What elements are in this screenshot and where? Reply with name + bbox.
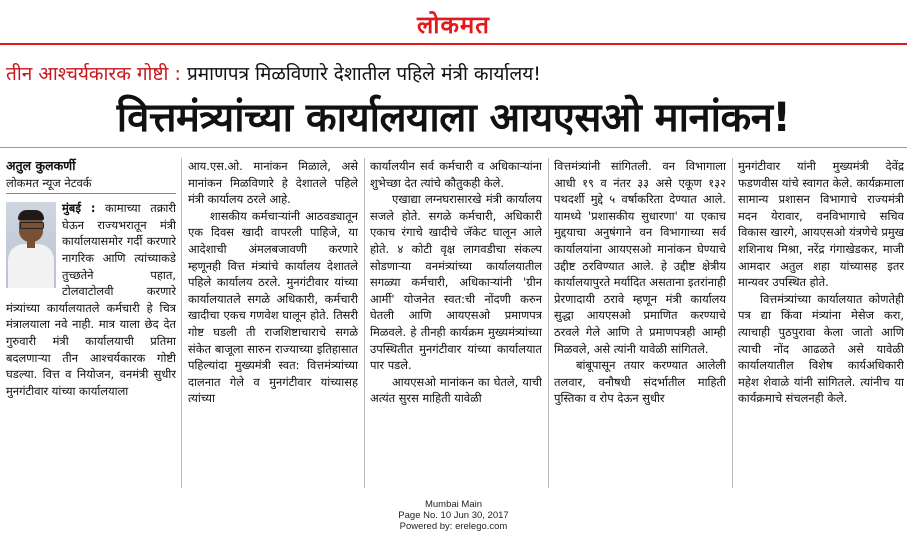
article-paragraph: मुनगंटीवार यांनी मुख्यमंत्री देवेंद्र फडणवीस यांचे स्वागत केले. कार्यक्रमाला सामान्य प्रशासन विभागाचे राज्यमंत्री मदन येरावार, वनविभागाचे सचिव विकास खारगे, आयएसओ यंत्रणेचे प्रमुख शशिनाथ मिश्रा, नरेंद्र गंगाखेडकर, माजी आमदार अतुल शहा यांच्यासह इतर मान्यवर उपस्थित होते. bbox=[738, 159, 904, 290]
dateline: मुंबई : bbox=[62, 201, 96, 216]
footer-page: Page No. 10 Jun 30, 2017 bbox=[398, 510, 509, 521]
byline-name: अतुल कुलकर्णी bbox=[6, 158, 76, 173]
article-column-3 bbox=[370, 158, 542, 488]
article-paragraph: कार्यालयीन सर्व कर्मचारी व अधिकाऱ्यांना शुभेच्छा देत त्यांचे कौतुकही केले. bbox=[370, 159, 542, 190]
column-divider bbox=[732, 158, 733, 488]
article-paragraph: आयएसओ मानांकन का घेतले, याची अत्यंत सुरस माहिती यावेळी bbox=[370, 374, 542, 406]
newspaper-logo: लोकमत bbox=[417, 10, 490, 39]
reporter-photo bbox=[6, 202, 56, 288]
article-paragraph: शासकीय कर्मचाऱ्यांनी आठवड्यातून एक दिवस खादी वापरली पाहिजे, या आदेशाची अंमलबजावणी करणारे म्हणूनही वित्त मंत्र्यांचे कार्यालय देशातले पहिले कार्यालय ठरले. मुनगंटीवार यांच्या कार्यालयातले सगळे अधिकारी, कर्मचारी खादीचा एकच गणवेश घालून होते. तिसरी गोष्ट घडली ती राजशिष्टाचाराचे सगळे संकेत बाजूला सारुन राज्याच्या इतिहासात पहिल्यांदा मुख्यमंत्री स्वत: वित्तमंत्र्यांच्या दालनात गेले व मुनगंटीवार यांच्यासह त्यांच्या bbox=[188, 208, 358, 406]
kicker bbox=[6, 60, 541, 86]
kicker-lead: तीन आश्चर्यकारक गोष्टी : bbox=[6, 63, 181, 85]
article-column-5 bbox=[738, 158, 904, 488]
footer-powered: Powered by: erelego.com bbox=[399, 521, 508, 532]
article-paragraph: वित्तमंत्र्यांच्या कार्यालयात कोणतेही पत्र द्या किंवा मंत्र्यांना मेसेज करा, त्याचाही पुठपुरावा केला जातो आणि त्याची नोंद आढळते असे यावेळी कार्यालयातील विशेष कार्यअधिकारी महेश शेवाळे यांनी सांगितले. त्यांनीच या कार्यक्रमाचे संचलनही केले. bbox=[738, 291, 904, 406]
column-divider bbox=[548, 158, 549, 488]
headline-divider bbox=[0, 147, 907, 148]
article-paragraph: वित्तमंत्र्यांनी सांगितली. वन विभागाला आधी १९ व नंतर ३३ असे एकूण १३२ पथदर्शी मुद्दे ५ वर्षाकरिता देण्यात आले. यामध्ये 'प्रशासकीय सुधारणा' या एकाच मुद्दयाचा अनुषंगाने वन विभागाच्या सर्व कार्यालयांना आयएसओ मानांकन घेण्याचे उद्दीष्ट ठरविण्यात आले. हे उद्दीष्ट क्षेत्रीय कार्यालयापुरते मर्यादित असताना इतरांनाही प्रेरणादायी ठरावे म्हणून मंत्री कार्यालय सुद्धा आयएसओ प्रमाणित करण्याचे ठरवले गेले आणि ते प्रमाणपत्रही आम्ही मिळवले, असे त्यांनी यावेळी सांगितले. bbox=[554, 159, 726, 356]
article-column-1 bbox=[6, 158, 176, 488]
article-paragraph: आय.एस.ओ. मानांकन मिळाले, असे मानांकन मिळविणारे हे देशातले पहिले मंत्री कार्यालय ठरले आहे. bbox=[188, 159, 358, 207]
byline-org: लोकमत न्यूज नेटवर्क bbox=[6, 175, 176, 195]
article-paragraph: एखाद्या लग्नघरासारखे मंत्री कार्यालय सजले होते. सगळे कर्मचारी, अधिकारी एकाच रंगाचे खादीचे जॅकेट घालून आले होते. ४ कोटी वृक्ष लागवडीचा संकल्प सोडणाऱ्या वनमंत्र्यांच्या कार्यालयातील सगळ्या कर्मचारी, अधिकाऱ्यांनी 'ग्रीन आर्मी' योजनेत स्वत:ची नोंदणी करुन घेतली आणि आयएसओ प्रमाणपत्र मिळवले. हे तीनही कार्यक्रम मुख्यमंत्र्यांच्या उपस्थितीत मुनगंटीवार यांच्या कार्यालयात पार पडले. bbox=[370, 192, 542, 373]
headline: वित्तमंत्र्यांच्या कार्यालयाला आयएसओ मानांकन! bbox=[116, 95, 791, 141]
top-divider bbox=[0, 43, 907, 45]
article-column-2 bbox=[188, 158, 358, 488]
column-divider bbox=[181, 158, 182, 488]
article-paragraph: बांबूपासून तयार करण्यात आलेली तलवार, वनौषधी संदर्भातील माहिती पुस्तिका व रोप देऊन सुधीर bbox=[554, 358, 726, 406]
footer-edition: Mumbai Main bbox=[424, 499, 483, 510]
kicker-text: प्रमाणपत्र मिळविणारे देशातील पहिले मंत्री कार्यालय! bbox=[180, 63, 541, 85]
article-column-4 bbox=[554, 158, 726, 488]
article-text: कामाच्या तक्रारी घेऊन राज्यभरातून मंत्री कार्यालयासमोर गर्दी करणारे नागरिक आणि त्यांच्याकडे तुच्छतेने पहात, टोलवाटोलवी करणारे मंत्र्यांच्या कार्यालयातले कर्मचारी हे चित्र मंत्रालयाला नवे नाही. मात्र याला छेद देत गुरुवारी मंत्री कार्यालयाची प्रतिमा बदलणाऱ्या तीन आश्चर्यकारक गोष्टी घडल्या. वित्त व नियोजन, वनमंत्री सुधीर मुनगंटीवार यांच्या कार्यालयाला bbox=[6, 201, 176, 398]
page-footer bbox=[0, 499, 907, 532]
column-divider bbox=[364, 158, 365, 488]
